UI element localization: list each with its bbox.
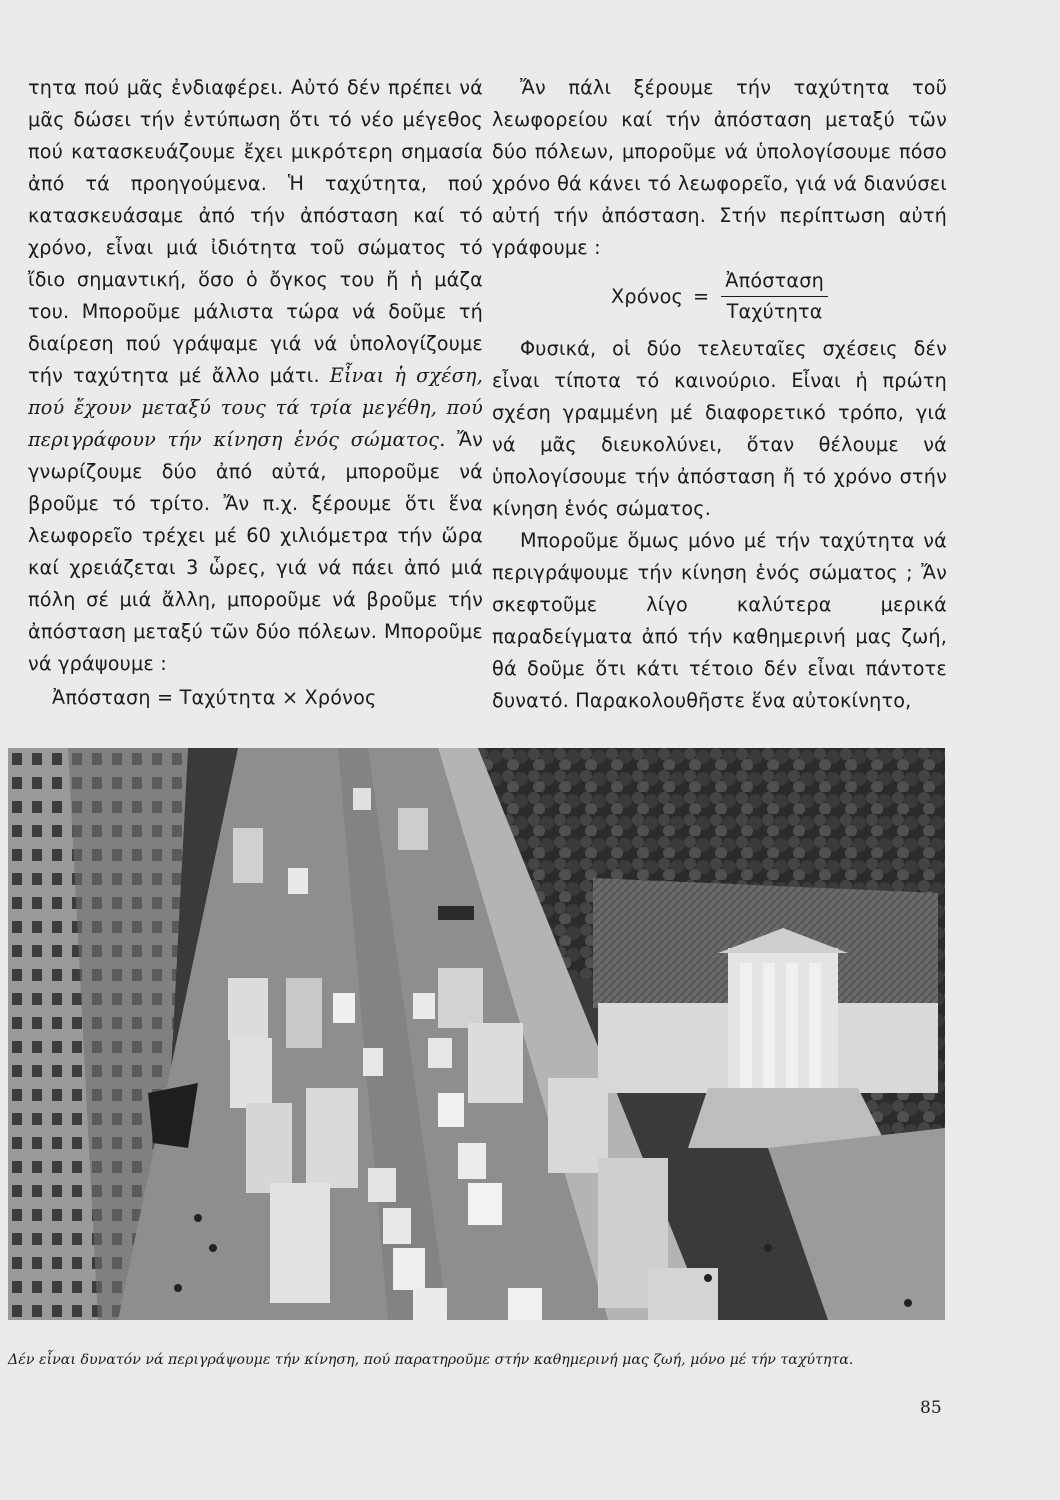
fraction-lhs: Χρόνος [611,284,683,308]
fraction-denominator: Ταχύτητα [726,300,823,323]
paragraph-everyday-motion: Μποροῦμε ὅμως μόνο μέ τήν ταχύτητα νά περιγράψουμε τήν κίνηση ἑνός σώματος ; Ἄν σκεφτοῦμε λίγο καλύτερα μερικά παραδείγματα ἀπό τήν καθημερινή μας ζωή, θά δοῦμε ὅτι κάτι τέτοιο δέν εἶναι πάντοτε δυνατό. Παρακολουθῆστε ἕνα αὐτοκίνητο, [492,529,947,712]
fraction-equals: = [693,284,710,308]
photo-caption: Δέν εἶναι δυνατόν νά περιγράψουμε τήν κίνηση, πού παρατηροῦμε στήν καθημερινή μας ζωή, μόνο μέ τήν ταχύτητα. [8,1352,854,1368]
street-traffic-photo [8,748,945,1320]
distance-formula: Ἀπόσταση = Ταχύτητα × Χρόνος [52,686,377,709]
paragraph-time-calculation: Ἄν πάλι ξέρουμε τήν ταχύτητα τοῦ λεωφορείου καί τήν ἀπόσταση μεταξύ τῶν δύο πόλεων, μποροῦμε νά ὑπολογίσουμε πόσο χρόνο θά κάνει τό λεωφορεῖο, γιά νά διανύσει αὐτή τήν ἀπόσταση. Στήν περίπτωση αὐτή γράφουμε : [492,76,947,259]
paragraph-relations-note: Φυσικά, οἱ δύο τελευταῖες σχέσεις δέν εἶναι τίποτα τό καινούριο. Εἶναι ἡ πρώτη σχέση γραμμένη μέ διαφορετικό τρόπο, γιά νά μᾶς διευκολύνει, ὅταν θέλουμε νά ὑπολογίσουμε τήν ἀπόσταση ἤ τό χρόνο στήν κίνηση ἑνός σώματος. [492,337,947,520]
photo-street-traffic-icon [8,748,945,1320]
paragraph-speed-relation [28,72,483,680]
left-text-column [28,72,483,714]
fraction [721,268,828,325]
italic-emphasis: Εἶναι ἡ σχέση, πού ἔχουν μεταξύ τους τά τρία μεγέθη, πού περιγράφουν τήν κίνηση ἑνός σώματος. [28,364,483,451]
fraction-numerator: Ἀπόσταση [721,268,828,297]
paragraph-text: τητα πού μᾶς ἐνδιαφέρει. Αὐτό δέν πρέπει νά μᾶς δώσει τήν ἐντύπωση ὅτι τό νέο μέγεθος πού κατασκευάζουμε ἔχει μικρότερη σημασία ἀπό τά προηγούμενα. Ἡ ταχύτητα, πού κατασκευάσαμε ἀπό τήν ἀπόσταση καί τό χρόνο, εἶναι μιά ἰδιότητα τοῦ σώματος τό ἴδιο σημαντική, ὅσο ὁ ὄγκος του ἤ ἡ μάζα του. Μποροῦμε μάλιστα τώρα νά δοῦμε τή διαίρεση πού γράψαμε γιά νά ὑπολογίζουμε τήν ταχύτητα μέ ἄλλο μάτι. [28,76,483,387]
page-number: 85 [920,1398,942,1418]
time-fraction-formula [492,268,947,325]
right-text-column [492,72,947,717]
paragraph-text-continued: Ἄν γνωρίζουμε δύο ἀπό αὐτά, μποροῦμε νά βροῦμε τό τρίτο. Ἄν π.χ. ξέρουμε ὅτι ἕνα λεωφορεῖο τρέχει μέ 60 χιλιόμετρα τήν ὥρα καί χρειάζεται 3 ὧρες, γιά νά πάει ἀπό μιά πόλη σέ μιά ἄλλη, μποροῦμε νά βροῦμε τήν ἀπόσταση μεταξύ τῶν δύο πόλεων. Μποροῦμε νά γράψουμε : [28,428,483,675]
